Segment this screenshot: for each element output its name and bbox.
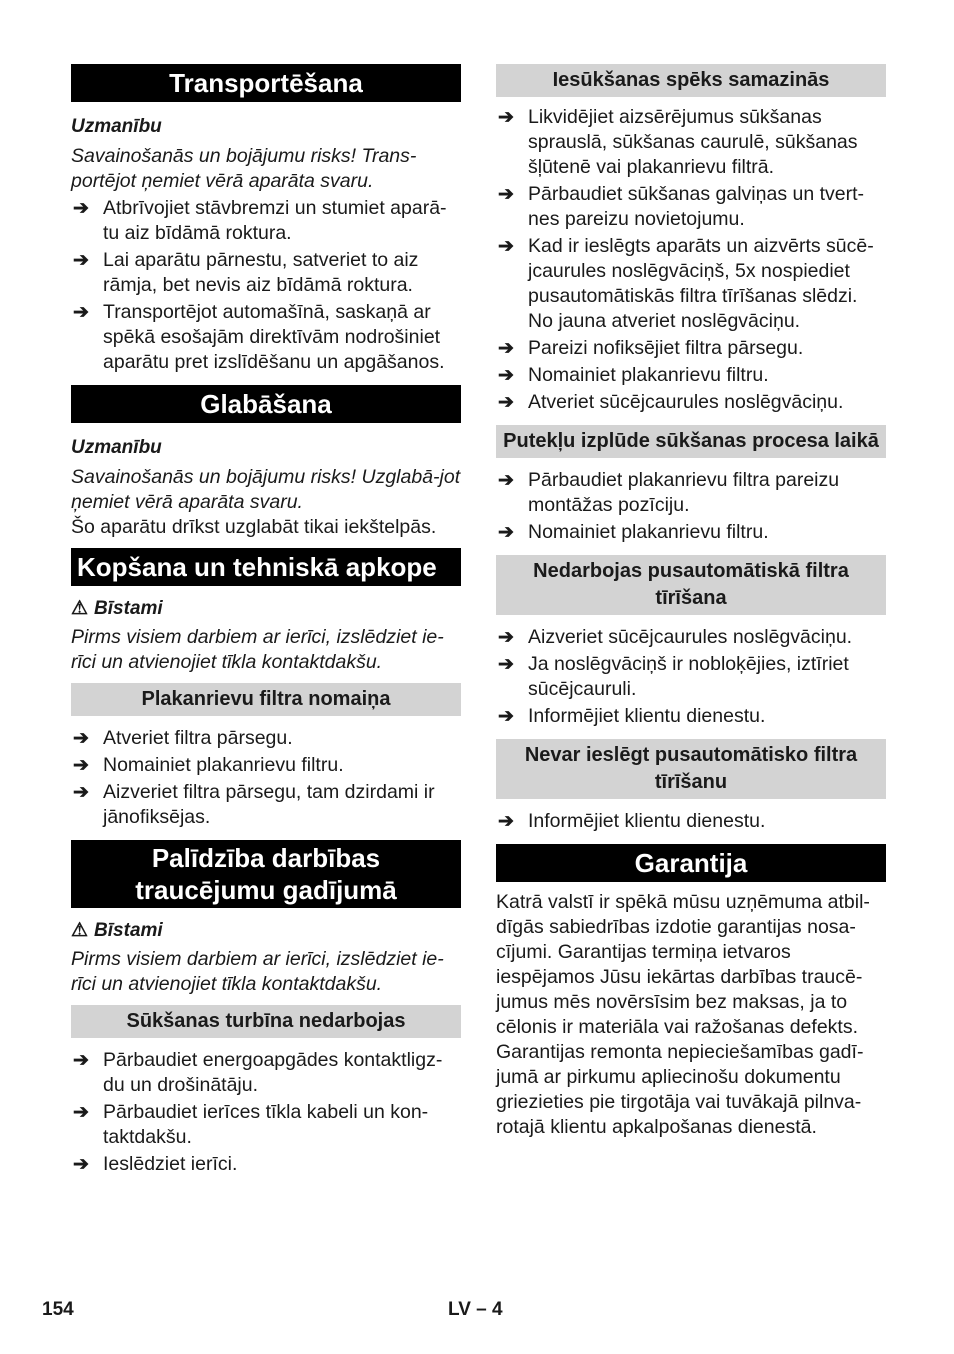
warning-icon: ⚠	[71, 598, 89, 619]
section-title-transport: Transportēšana	[71, 64, 461, 102]
warning-icon: ⚠	[71, 920, 89, 941]
arrow-right-icon: ➔	[498, 365, 514, 386]
arrow-right-icon: ➔	[73, 302, 89, 323]
help-list	[71, 1048, 461, 1177]
list-item: ➔ Nomainiet plakanrievu filtru.	[73, 754, 344, 776]
subsection-title-suction: Iesūkšanas spēks samazinās	[496, 64, 886, 97]
subsection-title-semi-auto-fail: Nedarbojas pusautomātiskā filtra tīrīšana	[496, 555, 886, 615]
danger-label: ⚠ Bīstami	[71, 598, 163, 619]
section-title-care: Kopšana un tehniskā apkope	[71, 548, 461, 586]
dust-list	[496, 468, 886, 545]
page-number: 154	[42, 1299, 74, 1320]
danger-label: ⚠ Bīstami	[71, 920, 163, 941]
arrow-right-icon: ➔	[73, 198, 89, 219]
list-item: ➔ Atveriet filtra pārsegu.	[73, 727, 293, 749]
list-item: ➔ Nomainiet plakanrievu filtru.	[498, 364, 769, 386]
caution-label: Uzmanību	[71, 437, 162, 458]
arrow-right-icon: ➔	[73, 755, 89, 776]
language-page-label: LV – 4	[448, 1299, 503, 1320]
transport-list	[71, 196, 461, 375]
suction-list	[496, 105, 886, 415]
arrow-right-icon: ➔	[498, 654, 514, 675]
arrow-right-icon: ➔	[498, 522, 514, 543]
list-item: ➔ Informējiet klientu dienestu.	[498, 810, 766, 832]
arrow-right-icon: ➔	[498, 236, 514, 257]
caution-text: Savainošanās un bojājumu risks! Trans-portējot ņemiet vērā aparāta svaru.	[71, 145, 417, 192]
arrow-right-icon: ➔	[498, 338, 514, 359]
subsection-title-dust: Putekļu izplūde sūkšanas procesa laikā	[496, 425, 886, 458]
arrow-right-icon: ➔	[73, 1154, 89, 1175]
section-title-warranty: Garantija	[496, 844, 886, 882]
arrow-right-icon: ➔	[498, 470, 514, 491]
arrow-right-icon: ➔	[73, 1102, 89, 1123]
list-item: ➔ Kad ir ieslēgts aparāts un aizvērts sūcē-jcaurules noslēgvāciņš, 5x nospiediet pusautomātiskās filtra tīrīšanas slēdzi. No jauna atveriet noslēgvāciņu.	[498, 235, 874, 332]
arrow-right-icon: ➔	[73, 1050, 89, 1071]
list-item: ➔ Lai aparātu pārnestu, satveriet to aiz rāmja, bet nevis aiz bīdāmā roktura.	[73, 249, 419, 296]
caution-label: Uzmanību	[71, 116, 162, 137]
semi-auto-fail-list	[496, 625, 886, 729]
list-item: ➔ Transportējot automašīnā, saskaņā ar spēkā esošajām direktīvām nodrošiniet aparātu pret izslīdēšanu un apgāšanos.	[73, 301, 445, 373]
left-column	[71, 64, 461, 1177]
warranty-text: Katrā valstī ir spēkā mūsu uzņēmuma atbil-dīgās sabiedrības izdotie garantijas nosa-cījumi. Garantijas termiņa ietvaros iespējamos Jūsu iekārtas darbības traucē-jumus mēs novērsīsim bez maksas, ja to cēlonis ir materiāla vai ražošanas defekts. Garantijas remonta nepieciešamības gadī-jumā ar pirkumu apliecinošu dokumentu griezieties pie tirgotāja vai tuvākajā pilnva-rotajā klientu apkalpošanas dienestā.	[496, 891, 870, 1138]
list-item: ➔ Aizveriet sūcējcaurules noslēgvāciņu.	[498, 626, 853, 648]
danger-text: Pirms visiem darbiem ar ierīci, izslēdziet ie-rīci un atvienojiet tīkla kontaktdakšu.	[71, 948, 444, 995]
arrow-right-icon: ➔	[498, 811, 514, 832]
subsection-title-filter: Plakanrievu filtra nomaiņa	[71, 683, 461, 716]
arrow-right-icon: ➔	[498, 392, 514, 413]
arrow-right-icon: ➔	[498, 184, 514, 205]
section-title-storage: Glabāšana	[71, 385, 461, 423]
arrow-right-icon: ➔	[73, 728, 89, 749]
list-item: ➔ Nomainiet plakanrievu filtru.	[498, 521, 769, 543]
list-item: ➔ Atveriet sūcējcaurules noslēgvāciņu.	[498, 391, 844, 413]
danger-text: Pirms visiem darbiem ar ierīci, izslēdziet ie-rīci un atvienojiet tīkla kontaktdakšu.	[71, 626, 444, 673]
list-item: ➔ Aizveriet filtra pārsegu, tam dzirdami ir jānofiksējas.	[73, 781, 435, 828]
arrow-right-icon: ➔	[73, 782, 89, 803]
list-item: ➔ Pārbaudiet sūkšanas galviņas un tvert-nes pareizu novietojumu.	[498, 183, 865, 230]
arrow-right-icon: ➔	[498, 706, 514, 727]
subsection-title-turbine: Sūkšanas turbīna nedarbojas	[71, 1005, 461, 1038]
section-title-help: Palīdzība darbības traucējumu gadījumā	[71, 840, 461, 908]
list-item: ➔ Pārbaudiet ierīces tīkla kabeli un kon-taktdakšu.	[73, 1101, 429, 1148]
arrow-right-icon: ➔	[498, 627, 514, 648]
care-list	[71, 726, 461, 830]
list-item: ➔ Ja noslēgvāciņš ir nobloķējies, iztīriet sūcējcauruli.	[498, 653, 849, 700]
right-column	[496, 64, 886, 1140]
list-item: ➔ Ieslēdziet ierīci.	[73, 1153, 238, 1175]
list-item: ➔ Informējiet klientu dienestu.	[498, 705, 766, 727]
list-item: ➔ Pārbaudiet plakanrievu filtra pareizu montāžas pozīciju.	[498, 469, 840, 516]
list-item: ➔ Atbrīvojiet stāvbremzi un stumiet aparā-tu aiz bīdāmā roktura.	[73, 197, 447, 244]
semi-auto-cannot-list	[496, 809, 886, 834]
subsection-title-semi-auto-cannot: Nevar ieslēgt pusautomātisko filtra tīrīšanu	[496, 739, 886, 799]
arrow-right-icon: ➔	[73, 250, 89, 271]
list-item: ➔ Likvidējiet aizsērējumus sūkšanas sprauslā, sūkšanas caurulē, sūkšanas šļūtenē vai plakanrievu filtrā.	[498, 106, 858, 178]
caution-text: Savainošanās un bojājumu risks! Uzglabā-jot ņemiet vērā aparāta svaru.	[71, 466, 461, 513]
list-item: ➔ Pārbaudiet energoapgādes kontaktligz-du un drošinātāju.	[73, 1049, 443, 1096]
storage-note: Šo aparātu drīkst uzglabāt tikai iekštelpās.	[71, 516, 437, 538]
arrow-right-icon: ➔	[498, 107, 514, 128]
list-item: ➔ Pareizi nofiksējiet filtra pārsegu.	[498, 337, 804, 359]
